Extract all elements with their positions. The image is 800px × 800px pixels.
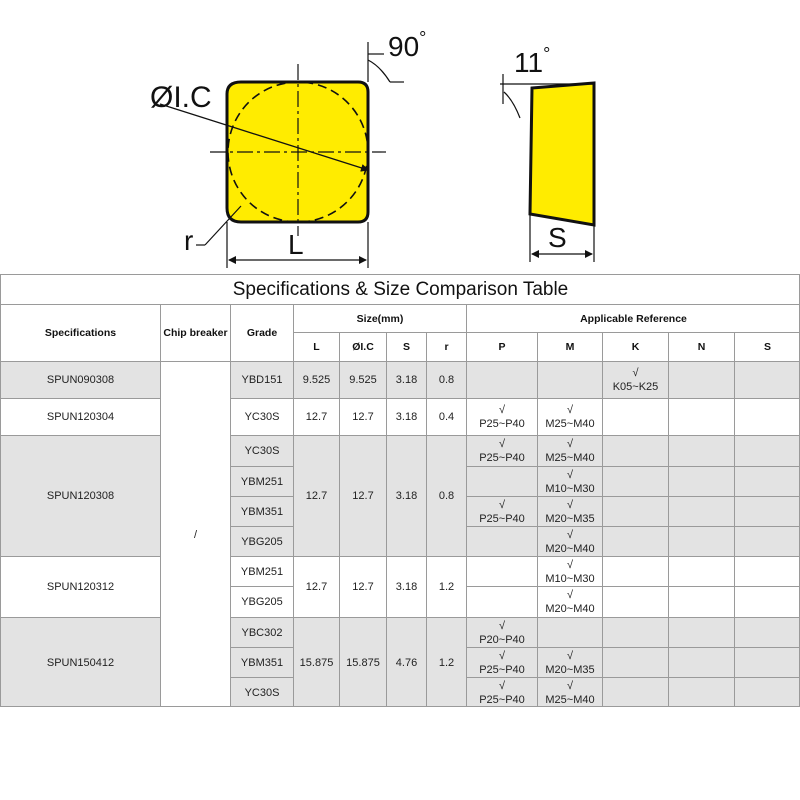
grade-name: YBM251 — [230, 466, 293, 496]
ref-p — [466, 361, 537, 398]
ref-m — [537, 361, 602, 398]
reference-range: M20~M40 — [545, 603, 595, 615]
ref-s — [734, 496, 800, 526]
size-l: 12.7 — [293, 435, 339, 556]
check-mark: √ — [566, 404, 574, 416]
check-mark: √ — [566, 679, 574, 692]
table-title: Specifications & Size Comparison Table — [0, 274, 800, 304]
reference-range: P20~P40 — [479, 633, 525, 646]
size-l: 12.7 — [293, 398, 339, 435]
reference-range: M25~M40 — [545, 452, 595, 464]
ref-p — [466, 556, 537, 586]
header-n: N — [668, 332, 734, 361]
header-grade: Grade — [230, 304, 293, 361]
ref-p — [466, 526, 537, 556]
ref-p — [466, 466, 537, 496]
size-s: 3.18 — [386, 435, 426, 556]
reference-range: M20~M40 — [545, 542, 595, 555]
grade-name: YBM251 — [230, 556, 293, 586]
size-s: 4.76 — [386, 617, 426, 707]
ref-p — [466, 435, 537, 466]
ref-n — [668, 361, 734, 398]
check-mark: √ — [566, 528, 574, 541]
l-label: L — [288, 229, 304, 260]
s-label: S — [548, 222, 567, 253]
check-mark: √ — [566, 498, 574, 511]
size-r: 0.4 — [426, 398, 466, 435]
ref-k — [602, 496, 668, 526]
header-s: S — [386, 332, 426, 361]
ref-s — [734, 586, 800, 617]
ref-k — [602, 526, 668, 556]
ref-m — [537, 556, 602, 586]
ref-n — [668, 466, 734, 496]
ref-m — [537, 435, 602, 466]
grade-name: YC30S — [230, 677, 293, 707]
size-r: 1.2 — [426, 617, 466, 707]
size-ic: 12.7 — [339, 556, 386, 617]
ref-s — [734, 398, 800, 435]
size-s: 3.18 — [386, 398, 426, 435]
ref-k — [602, 435, 668, 466]
size-ic: 15.875 — [339, 617, 386, 707]
header-sref: S — [734, 332, 800, 361]
ref-s — [734, 677, 800, 707]
ref-n — [668, 586, 734, 617]
ref-k — [602, 398, 668, 435]
reference-range: M10~M30 — [545, 482, 595, 495]
grade-name: YBD151 — [230, 361, 293, 398]
spec-name: SPUN150412 — [0, 617, 160, 707]
reference-range: M25~M40 — [545, 693, 595, 706]
ref-n — [668, 647, 734, 677]
header-size: Size(mm) — [293, 304, 466, 332]
ref-m — [537, 586, 602, 617]
ref-n — [668, 435, 734, 466]
grade-name: YBG205 — [230, 586, 293, 617]
spec-name: SPUN090308 — [0, 361, 160, 398]
ref-k — [602, 361, 668, 398]
check-mark: √ — [566, 438, 574, 450]
reference-range: M25~M40 — [545, 418, 595, 430]
check-mark: √ — [566, 649, 574, 662]
reference-range: M20~M35 — [545, 512, 595, 525]
grade-name: YBG205 — [230, 526, 293, 556]
reference-range: P25~P40 — [479, 418, 525, 430]
ref-k — [602, 586, 668, 617]
header-r: r — [426, 332, 466, 361]
check-mark: √ — [498, 619, 506, 632]
size-r: 0.8 — [426, 435, 466, 556]
header-m: M — [537, 332, 602, 361]
reference-range: P25~P40 — [479, 693, 525, 706]
reference-range: P25~P40 — [479, 512, 525, 525]
header-specifications: Specifications — [0, 304, 160, 361]
reference-range: M10~M30 — [545, 572, 595, 585]
size-s: 3.18 — [386, 556, 426, 617]
ref-p — [466, 496, 537, 526]
ref-k — [602, 677, 668, 707]
size-s: 3.18 — [386, 361, 426, 398]
ref-s — [734, 556, 800, 586]
grade-name: YBC302 — [230, 617, 293, 647]
ref-n — [668, 556, 734, 586]
reference-range: M20~M35 — [545, 663, 595, 676]
ref-s — [734, 617, 800, 647]
header-chip-breaker: Chip breaker — [160, 304, 230, 361]
size-l: 15.875 — [293, 617, 339, 707]
ref-k — [602, 556, 668, 586]
ref-n — [668, 677, 734, 707]
check-mark: √ — [566, 558, 574, 571]
check-mark: √ — [498, 649, 506, 662]
check-mark: √ — [566, 589, 574, 601]
grade-name: YBM351 — [230, 647, 293, 677]
ref-m — [537, 496, 602, 526]
header-p: P — [466, 332, 537, 361]
check-mark: √ — [498, 498, 506, 511]
chip-breaker-value: / — [160, 361, 230, 707]
ref-m — [537, 647, 602, 677]
check-mark: √ — [498, 679, 506, 692]
size-ic: 9.525 — [339, 361, 386, 398]
size-l: 9.525 — [293, 361, 339, 398]
ref-s — [734, 526, 800, 556]
r-label: r — [184, 225, 194, 256]
ref-p — [466, 677, 537, 707]
ref-k — [602, 617, 668, 647]
reference-range: P25~P40 — [479, 663, 525, 676]
ref-n — [668, 617, 734, 647]
check-mark: √ — [566, 468, 574, 481]
ref-p — [466, 398, 537, 435]
ref-p — [466, 586, 537, 617]
check-mark: √ — [632, 367, 639, 379]
grade-name: YC30S — [230, 398, 293, 435]
header-applicable-reference: Applicable Reference — [466, 304, 800, 332]
spec-name: SPUN120308 — [0, 435, 160, 556]
ref-m — [537, 617, 602, 647]
ref-s — [734, 361, 800, 398]
spec-name: SPUN120304 — [0, 398, 160, 435]
ref-k — [602, 647, 668, 677]
ref-s — [734, 647, 800, 677]
ref-m — [537, 526, 602, 556]
ref-s — [734, 435, 800, 466]
size-l: 12.7 — [293, 556, 339, 617]
header-l: L — [293, 332, 339, 361]
ref-k — [602, 466, 668, 496]
ref-n — [668, 398, 734, 435]
ref-m — [537, 466, 602, 496]
ref-s — [734, 466, 800, 496]
ref-n — [668, 496, 734, 526]
check-mark: √ — [498, 404, 506, 416]
reference-range: K05~K25 — [612, 381, 659, 393]
size-r: 1.2 — [426, 556, 466, 617]
check-mark: √ — [498, 438, 506, 450]
size-r: 0.8 — [426, 361, 466, 398]
ref-m — [537, 677, 602, 707]
spec-name: SPUN120312 — [0, 556, 160, 617]
ref-n — [668, 526, 734, 556]
grade-name: YC30S — [230, 435, 293, 466]
header-k: K — [602, 332, 668, 361]
angle-90-label: 90° — [388, 28, 427, 62]
reference-range: P25~P40 — [479, 452, 525, 464]
ref-p — [466, 617, 537, 647]
ic-label: ØI.C — [150, 81, 212, 114]
header-ic: ØI.C — [339, 332, 386, 361]
size-ic: 12.7 — [339, 398, 386, 435]
ref-m — [537, 398, 602, 435]
grade-name: YBM351 — [230, 496, 293, 526]
ref-p — [466, 647, 537, 677]
size-ic: 12.7 — [339, 435, 386, 556]
angle-11-label: 11° — [514, 44, 551, 78]
